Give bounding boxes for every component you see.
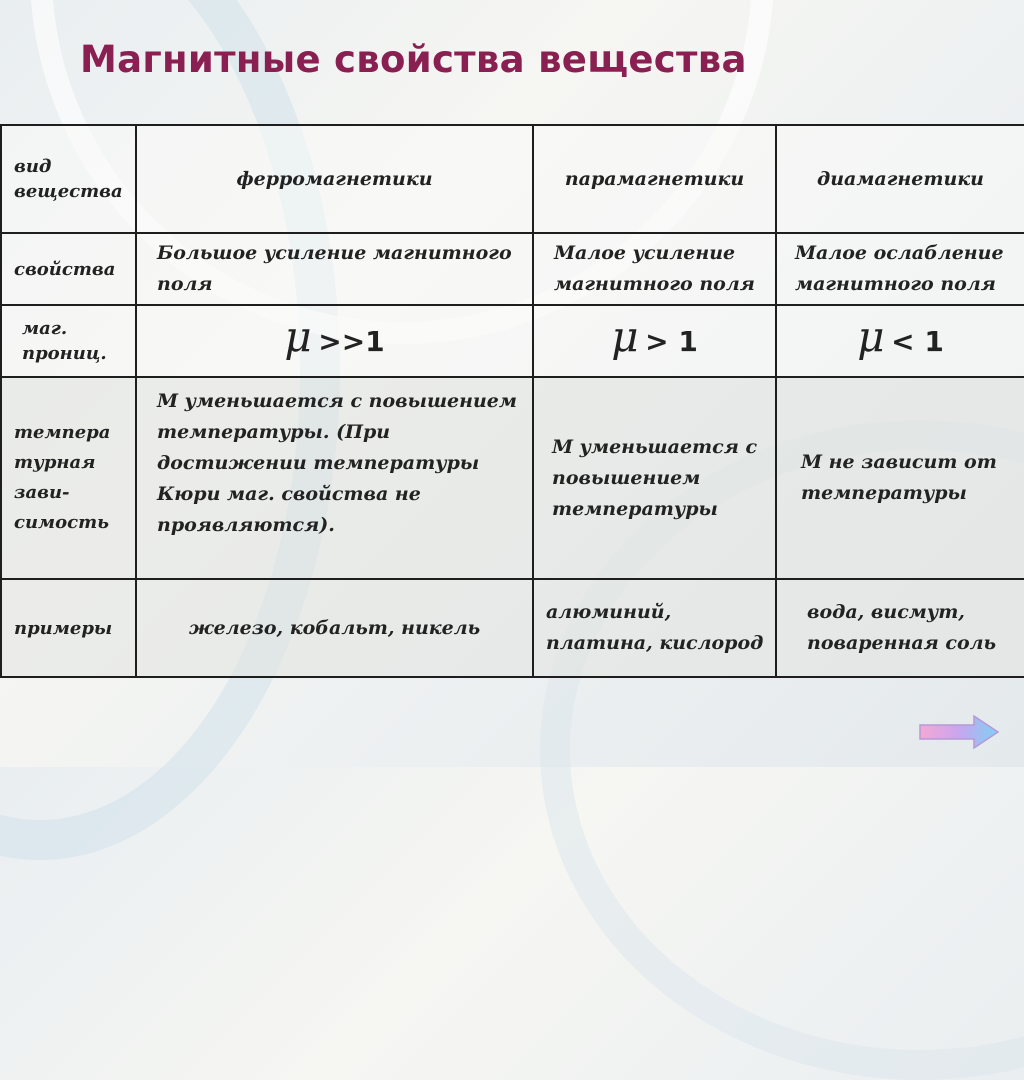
- label-line: маг.: [22, 318, 68, 339]
- table-row-properties: [1, 233, 1024, 305]
- table-row-header: [1, 125, 1024, 233]
- permeability-value: >>1: [318, 325, 385, 358]
- mu-symbol: μ: [857, 312, 885, 361]
- table-row-examples: [1, 579, 1024, 677]
- label-line: зави-: [14, 482, 70, 503]
- row-label-substance-type: [1, 125, 136, 233]
- cell-examples-ferro: железо, кобальт, никель: [136, 579, 533, 677]
- label-line: вещества: [14, 181, 123, 202]
- cell-temperature-ferro: М уменьшается с повышением температуры. (При достижении температуры Кюри маг. свойства не проявляются).: [136, 377, 533, 579]
- row-label-properties: свойства: [1, 233, 136, 305]
- row-label-permeability: [1, 305, 136, 377]
- label-line: вид: [14, 156, 52, 177]
- table-row-permeability: [1, 305, 1024, 377]
- cell-properties-dia: Малое ослабление магнитного поля: [776, 233, 1024, 305]
- permeability-value: < 1: [891, 325, 944, 358]
- row-label-temperature: [1, 377, 136, 579]
- cell-examples-dia: вода, висмут, поваренная соль: [776, 579, 1024, 677]
- mu-symbol: μ: [284, 312, 312, 361]
- cell-permeability-dia: [776, 305, 1024, 377]
- header-ferromagnetics: ферромагнетики: [136, 125, 533, 233]
- arrow-right-icon[interactable]: [918, 714, 1000, 750]
- label-line: турная: [14, 452, 96, 473]
- permeability-value: > 1: [645, 325, 698, 358]
- cell-temperature-dia: М не зависит от температуры: [776, 377, 1024, 579]
- page-title: Магнитные свойства вещества: [80, 38, 747, 81]
- cell-temperature-para: М уменьшается с повышением температуры: [533, 377, 776, 579]
- label-line: темпера: [14, 422, 111, 443]
- header-diamagnetics: диамагнетики: [776, 125, 1024, 233]
- label-line: симость: [14, 512, 110, 533]
- label-line: прониц.: [22, 343, 107, 364]
- cell-permeability-ferro: [136, 305, 533, 377]
- mu-symbol: μ: [611, 312, 639, 361]
- table-row-temperature: [1, 377, 1024, 579]
- cell-properties-para: Малое усиление магнитного поля: [533, 233, 776, 305]
- header-paramagnetics: парамагнетики: [533, 125, 776, 233]
- magnetic-properties-table: [0, 124, 1024, 678]
- cell-properties-ferro: Большое усиление магнитного поля: [136, 233, 533, 305]
- cell-permeability-para: [533, 305, 776, 377]
- cell-examples-para: алюминий, платина, кислород: [533, 579, 776, 677]
- row-label-examples: примеры: [1, 579, 136, 677]
